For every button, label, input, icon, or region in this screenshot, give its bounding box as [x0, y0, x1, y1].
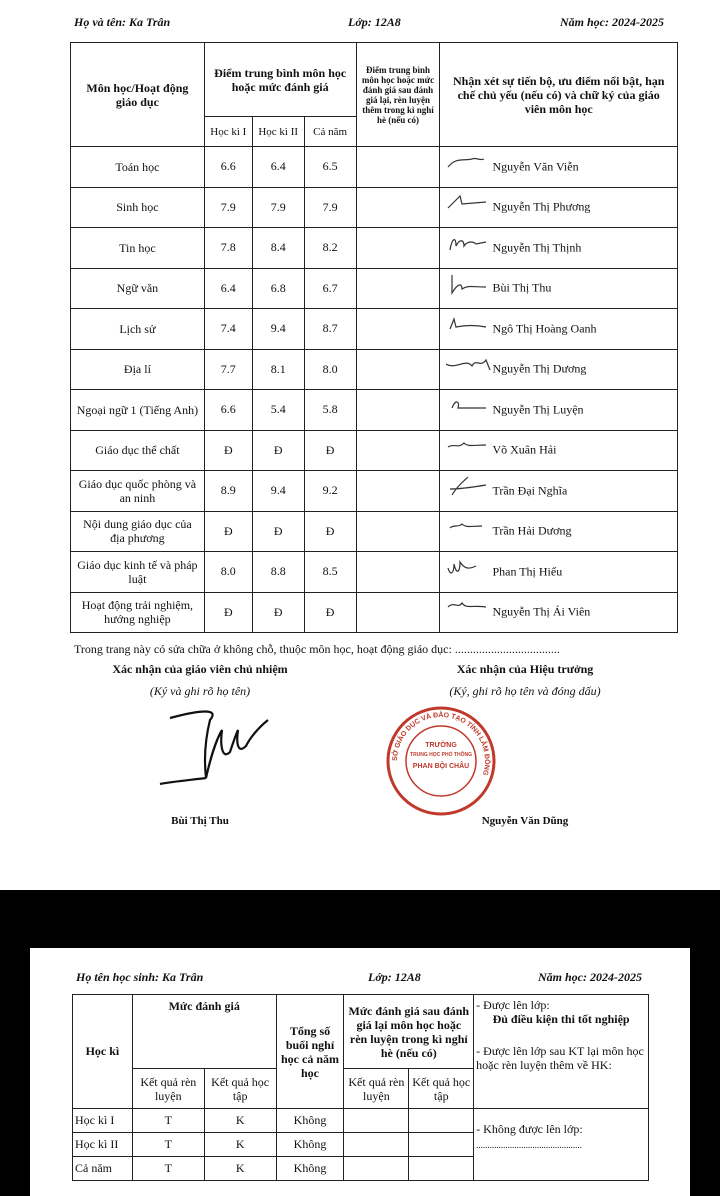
row-year-conduct-retest: [344, 1157, 409, 1181]
teacher-cell: [440, 228, 678, 269]
teacher-name: Phan Thị Hiếu: [492, 564, 563, 579]
class-label: Lớp: 12A8: [348, 15, 401, 29]
col-average-header: Điểm trung bình môn học hoặc mức đánh giá: [204, 43, 356, 117]
p2-year: Năm học: 2024-2025: [538, 970, 642, 984]
score-year: 9.2: [304, 471, 356, 512]
teacher-cell: [440, 390, 678, 431]
homeroom-signature: [150, 700, 290, 790]
col-year-header: Cả năm: [304, 117, 356, 147]
subject-name: Sinh học: [71, 187, 205, 228]
col-retest-header: Điểm trung bình môn học hoặc mức đánh giá sau đánh giá lại, rèn luyện thêm trong kì nghỉ hè (nếu có): [356, 43, 440, 147]
score-retest: [356, 511, 440, 552]
teacher-signature: [446, 192, 496, 216]
score-sem2: 9.4: [252, 309, 304, 350]
score-sem2: Đ: [252, 430, 304, 471]
subject-name: Ngoại ngữ 1 (Tiếng Anh): [71, 390, 205, 431]
grade-row: [71, 471, 678, 512]
teacher-name: Nguyễn Thị Luyện: [492, 402, 584, 417]
score-sem2: 8.8: [252, 552, 304, 593]
col-comment-header: Nhận xét sự tiến bộ, ưu điểm nổi bật, hạn chế chủ yếu (nếu có) và chữ ký của giáo viên môn học: [440, 43, 678, 147]
h-retest: Mức đánh giá sau đánh giá lại môn học hoặc rèn luyện trong kì nghỉ hè (nếu có): [344, 995, 474, 1069]
promote-title: - Được lên lớp:: [476, 998, 550, 1012]
teacher-cell: [440, 349, 678, 390]
score-retest: [356, 268, 440, 309]
h-study: Kết quả học tập: [204, 1069, 276, 1109]
row-sem2-conduct-retest: [344, 1133, 409, 1157]
score-sem1: 6.6: [204, 147, 252, 188]
teacher-name: Nguyễn Thị Phương: [492, 199, 591, 214]
h-study-retest: Kết quả học tập: [409, 1069, 474, 1109]
teacher-cell: [440, 471, 678, 512]
col-subject-header: Môn học/Hoạt động giáo dục: [71, 43, 205, 147]
score-year: 8.7: [304, 309, 356, 350]
score-sem2: 6.4: [252, 147, 304, 188]
grades-table: [70, 42, 678, 633]
grade-row: [71, 390, 678, 431]
score-sem2: 6.8: [252, 268, 304, 309]
grade-row: [71, 228, 678, 269]
grade-row: [71, 592, 678, 633]
row-sem1-absent: Không: [276, 1109, 344, 1133]
not-promote-dots: ...............................................: [476, 1140, 582, 1150]
score-retest: [356, 552, 440, 593]
row-sem2-label: Học kì II: [73, 1133, 133, 1157]
score-sem1: 8.9: [204, 471, 252, 512]
school-year: Năm học: 2024-2025: [560, 15, 664, 29]
row-sem2-conduct: T: [132, 1133, 204, 1157]
teacher-name: Bùi Thị Thu: [492, 280, 552, 295]
score-sem1: Đ: [204, 430, 252, 471]
grade-row: [71, 187, 678, 228]
subject-name: Giáo dục quốc phòng và an ninh: [71, 471, 205, 512]
score-sem2: 8.1: [252, 349, 304, 390]
score-year: 6.5: [304, 147, 356, 188]
col-sem2-header: Học kì II: [252, 117, 304, 147]
teacher-name: Ngô Thị Hoàng Oanh: [492, 321, 597, 336]
teacher-signature: [446, 273, 496, 297]
stamp-line-3: PHAN BỘI CHÂU: [412, 763, 470, 770]
teacher-signature: [446, 475, 496, 499]
teacher-signature: [446, 354, 496, 378]
p2-student-name: Họ tên học sinh: Ka Trân: [76, 970, 204, 984]
score-retest: [356, 349, 440, 390]
row-sem2-study: K: [204, 1133, 276, 1157]
score-year: 6.7: [304, 268, 356, 309]
score-year: 7.9: [304, 187, 356, 228]
score-year: 8.2: [304, 228, 356, 269]
grade-row: [71, 309, 678, 350]
score-year: 8.5: [304, 552, 356, 593]
subject-name: Giáo dục thể chất: [71, 430, 205, 471]
teacher-cell: [440, 187, 678, 228]
subject-name: Toán học: [71, 147, 205, 188]
teacher-signature: [446, 435, 496, 459]
teacher-name: Trần Hải Dương: [492, 523, 572, 538]
h-conduct: Kết quả rèn luyện: [132, 1069, 204, 1109]
row-year-label: Cả năm: [73, 1157, 133, 1181]
score-sem1: 7.4: [204, 309, 252, 350]
teacher-name: Nguyễn Thị Ái Viên: [492, 604, 591, 619]
score-sem1: 7.8: [204, 228, 252, 269]
teacher-signature: [446, 313, 496, 337]
h-semester: Học kì: [73, 995, 133, 1109]
row-year-study-retest: [409, 1157, 474, 1181]
grade-row: [71, 552, 678, 593]
edit-note: Trong trang này có sửa chữa ở không chỗ, thuộc môn học, hoạt động giáo dục: ...................................: [74, 642, 560, 656]
score-retest: [356, 309, 440, 350]
grade-row: [71, 511, 678, 552]
p2-class: Lớp: 12A8: [368, 970, 421, 984]
teacher-signature: [446, 597, 496, 621]
row-sem1-conduct: T: [132, 1109, 204, 1133]
stamp-ring: [384, 704, 498, 818]
grade-row: [71, 268, 678, 309]
score-sem1: Đ: [204, 511, 252, 552]
teacher-cell: [440, 552, 678, 593]
principal-title: Xác nhận của Hiệu trưởng: [456, 662, 594, 676]
score-retest: [356, 471, 440, 512]
subject-name: Nội dung giáo dục của địa phương: [71, 511, 205, 552]
teacher-signature: [446, 516, 496, 540]
teacher-cell: [440, 268, 678, 309]
score-year: 5.8: [304, 390, 356, 431]
score-year: Đ: [304, 430, 356, 471]
report-page-2: [30, 948, 690, 1196]
score-sem1: 7.7: [204, 349, 252, 390]
score-year: Đ: [304, 511, 356, 552]
homeroom-name: Bùi Thị Thu: [171, 815, 229, 827]
score-retest: [356, 390, 440, 431]
teacher-signature: [446, 394, 496, 418]
score-sem2: 7.9: [252, 187, 304, 228]
score-sem2: 8.4: [252, 228, 304, 269]
svg-text:SỞ GIÁO DỤC VÀ ĐÀO TẠO TỈNH LÂ: SỞ GIÁO DỤC VÀ ĐÀO TẠO TỈNH LÂM ĐỒNG: [391, 711, 491, 777]
score-sem1: Đ: [204, 592, 252, 633]
school-stamp: [384, 704, 498, 818]
homeroom-title: Xác nhận của giáo viên chủ nhiệm: [112, 662, 288, 676]
teacher-signature: [446, 232, 496, 256]
student-name: Họ và tên: Ka Trân: [74, 15, 171, 29]
score-sem2: 5.4: [252, 390, 304, 431]
homeroom-sub: (Ký và ghi rõ họ tên): [149, 684, 251, 698]
score-sem1: 8.0: [204, 552, 252, 593]
h-conduct-retest: Kết quả rèn luyện: [344, 1069, 409, 1109]
h-total-absent: Tổng số buổi nghỉ học cả năm học: [276, 995, 344, 1109]
subject-name: Ngữ văn: [71, 268, 205, 309]
score-retest: [356, 430, 440, 471]
row-sem1-label: Học kì I: [73, 1109, 133, 1133]
teacher-cell: [440, 511, 678, 552]
score-sem1: 6.4: [204, 268, 252, 309]
row-year-absent: Không: [276, 1157, 344, 1181]
teacher-name: Trần Đại Nghĩa: [492, 483, 568, 498]
teacher-cell: [440, 147, 678, 188]
row-sem1-conduct-retest: [344, 1109, 409, 1133]
teacher-cell: [440, 309, 678, 350]
score-retest: [356, 147, 440, 188]
principal-sub: (Ký, ghi rõ họ tên và đóng dấu): [449, 684, 601, 698]
not-promote-cell: [474, 1109, 649, 1181]
stamp-line-2: TRUNG HỌC PHỔ THÔNG: [410, 752, 472, 758]
summary-table: [72, 994, 649, 1181]
grade-row: [71, 430, 678, 471]
subject-name: Hoạt động trải nghiệm, hướng nghiệp: [71, 592, 205, 633]
teacher-name: Nguyễn Thị Dương: [492, 361, 587, 376]
subject-name: Giáo dục kinh tế và pháp luật: [71, 552, 205, 593]
grade-row: [71, 349, 678, 390]
grade-row: [71, 147, 678, 188]
promote-after: - Được lên lớp sau KT lại môn học hoặc rèn luyện thêm về HK:: [476, 1044, 644, 1072]
row-sem1-study: K: [204, 1109, 276, 1133]
teacher-name: Nguyễn Thị Thịnh: [492, 240, 582, 255]
score-sem1: 7.9: [204, 187, 252, 228]
principal-name: Nguyễn Văn Dũng: [481, 815, 569, 827]
row-sem2-study-retest: [409, 1133, 474, 1157]
subject-name: Tin học: [71, 228, 205, 269]
col-sem1-header: Học kì I: [204, 117, 252, 147]
score-sem2: 9.4: [252, 471, 304, 512]
subject-name: Địa lí: [71, 349, 205, 390]
h-rating: Mức đánh giá: [132, 995, 276, 1069]
score-sem1: 6.6: [204, 390, 252, 431]
row-sem2-absent: Không: [276, 1133, 344, 1157]
teacher-name: Nguyễn Văn Viễn: [492, 159, 579, 174]
score-year: Đ: [304, 592, 356, 633]
score-sem2: Đ: [252, 511, 304, 552]
promote-value: Đủ điều kiện thi tốt nghiệp: [492, 1012, 630, 1026]
stamp-line-1: TRƯỜNG: [425, 742, 457, 749]
score-retest: [356, 592, 440, 633]
teacher-signature: [446, 556, 496, 580]
row-sem1-study-retest: [409, 1109, 474, 1133]
score-year: 8.0: [304, 349, 356, 390]
score-retest: [356, 187, 440, 228]
row-year-conduct: T: [132, 1157, 204, 1181]
row-year-study: K: [204, 1157, 276, 1181]
teacher-signature: [446, 151, 496, 175]
promotion-cell: [474, 995, 649, 1109]
teacher-cell: [440, 592, 678, 633]
not-promote-label: - Không được lên lớp:: [476, 1122, 583, 1136]
teacher-name: Võ Xuân Hải: [492, 442, 557, 457]
score-sem2: Đ: [252, 592, 304, 633]
score-retest: [356, 228, 440, 269]
subject-name: Lịch sử: [71, 309, 205, 350]
teacher-cell: [440, 430, 678, 471]
